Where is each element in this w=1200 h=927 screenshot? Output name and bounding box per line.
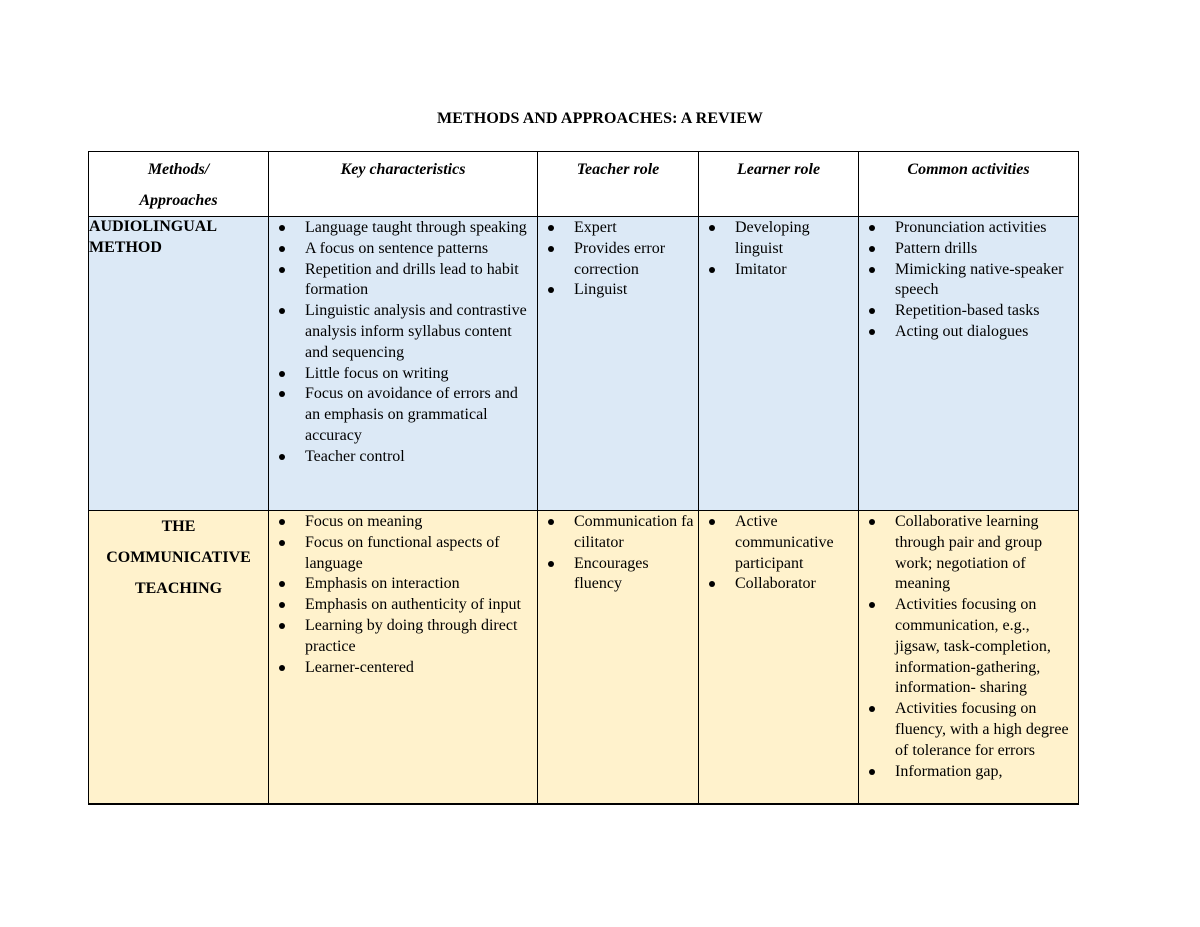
list-item: Collaborator [699,574,858,595]
list-item: Developing linguist [699,218,858,260]
method-name-line: AUDIOLINGUAL [89,218,218,235]
list-item: Focus on avoidance of errors and an emphasis on grammatical accuracy [269,384,537,446]
list-item: Encourages fluency [538,554,698,596]
list-item: Communication facilitator [538,512,698,554]
list-item: Focus on meaning [269,512,537,533]
learner-cell-audiolingual [699,217,859,511]
method-name-line: THE [161,518,196,535]
teacher-cell-audiolingual [538,217,699,511]
list-item: Learner-centered [269,658,537,679]
method-name-line: COMMUNICATIVE [106,549,251,566]
list-item: Imitator [699,260,858,281]
list-item: Pronunciation activities [859,218,1078,239]
table-row-communicative [89,511,1079,805]
table-row-audiolingual [89,217,1079,511]
list-item: Repetition and drills lead to habit formation [269,260,537,302]
header-methods [89,152,269,217]
list-item: Active communicative participant [699,512,858,574]
list-item: Repetition-based tasks [859,301,1078,322]
method-cell-audiolingual [89,217,269,511]
activities-cell-audiolingual [859,217,1079,511]
list-item: Expert [538,218,698,239]
list-item: Mimicking native-speaker speech [859,260,1078,302]
list-item: Provides error correction [538,239,698,281]
method-name-line: TEACHING [134,580,223,597]
key-cell-communicative [269,511,538,805]
document-title: METHODS AND APPROACHES: A REVIEW [437,110,763,127]
list-item: Activities focusing on communication, e.g., jigsaw, task-completion, information-gathering, information- sharing [859,595,1078,699]
list-item: Pattern drills [859,239,1078,260]
list-item: Focus on functional aspects of language [269,533,537,575]
list-item: Collaborative learning through pair and group work; negotiation of meaning [859,512,1078,595]
method-name-line: METHOD [89,238,162,256]
list-item: Language taught through speaking [269,218,537,239]
list-item: Learning by doing through direct practice [269,616,537,658]
list-item: Activities focusing on fluency, with a high degree of tolerance for errors [859,699,1078,761]
header-row [89,152,1079,217]
header-common-activities: Common activities [859,152,1079,217]
list-item: Little focus on writing [269,364,537,385]
header-methods-line1: Methods/ [147,161,210,178]
header-learner-role: Learner role [699,152,859,217]
activities-cell-communicative [859,511,1079,805]
header-methods-line2: Approaches [139,192,218,209]
list-item: Linguist [538,280,698,301]
teacher-cell-communicative [538,511,699,805]
header-key-characteristics: Key characteristics [269,152,538,217]
key-cell-audiolingual [269,217,538,511]
learner-cell-communicative [699,511,859,805]
list-item: Teacher control [269,447,537,468]
list-item: Information gap, [859,762,1078,783]
list-item: Emphasis on interaction [269,574,537,595]
list-item: Emphasis on authenticity of input [269,595,537,616]
header-teacher-role: Teacher role [538,152,699,217]
list-item: A focus on sentence patterns [269,239,537,260]
methods-table [88,151,1079,805]
list-item: Linguistic analysis and contrastive analysis inform syllabus content and sequencing [269,301,537,363]
method-cell-communicative [89,511,269,805]
list-item: Acting out dialogues [859,322,1078,343]
